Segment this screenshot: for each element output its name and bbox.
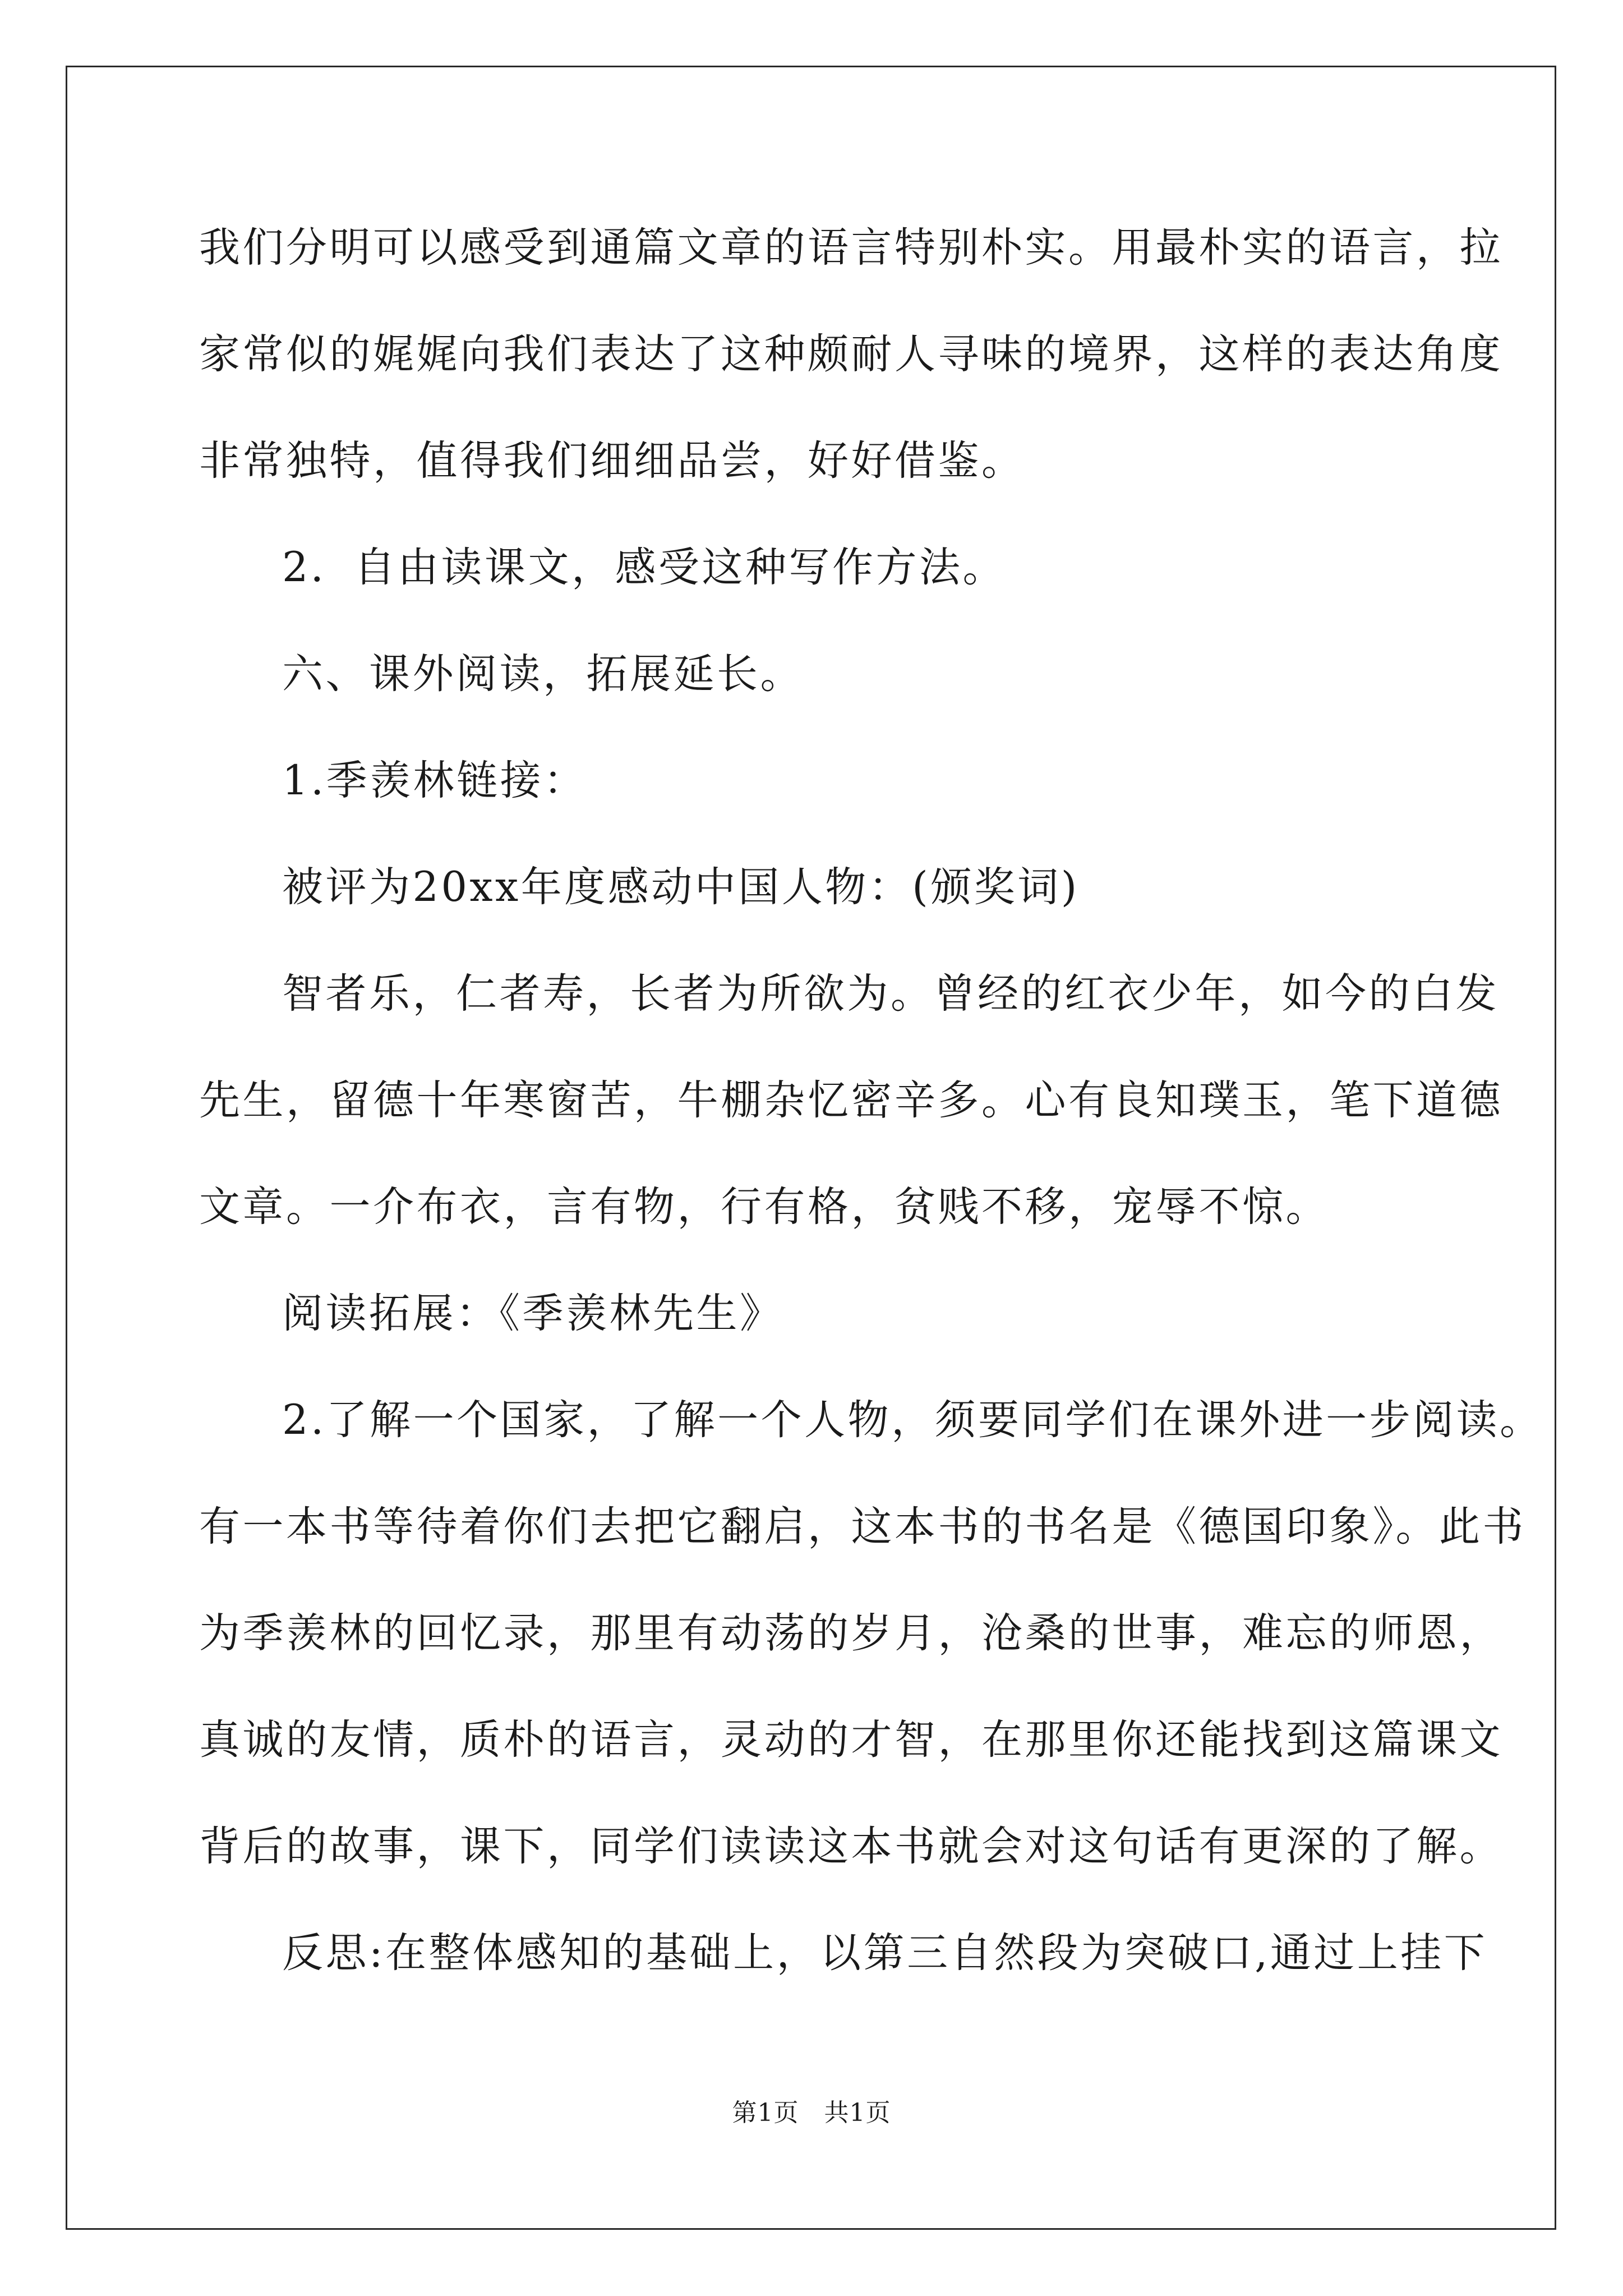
text-line: 为季羡林的回忆录，那里有动荡的岁月，沧桑的世事，难忘的师恩， bbox=[199, 1609, 1503, 1657]
text-line: 1.季羡林链接： bbox=[282, 757, 587, 804]
text-line: 被评为20xx年度感动中国人物：(颁奖词) bbox=[282, 863, 1080, 911]
text-line: 阅读拓展：《季羡林先生》 bbox=[282, 1290, 783, 1337]
text-line: 有一本书等待着你们去把它翻启，这本书的书名是《德国印象》。此书 bbox=[199, 1503, 1526, 1550]
text-line: 2．自由读课文，感受这种写作方法。 bbox=[282, 544, 1006, 591]
page-border bbox=[66, 66, 1556, 2230]
text-line: 2.了解一个国家，了解一个人物，须要同学们在课外进一步阅读。 bbox=[282, 1396, 1543, 1444]
section-heading: 六、课外阅读，拓展延长。 bbox=[282, 650, 804, 698]
page-number-footer: 第1页 共1页 bbox=[732, 2099, 891, 2127]
text-line: 文章。一介布衣，言有物，行有格，贫贱不移，宠辱不惊。 bbox=[199, 1183, 1329, 1231]
text-line: 反思:在整体感知的基础上，以第三自然段为突破口,通过上挂下 bbox=[282, 1929, 1488, 1977]
text-line: 先生，留德十年寒窗苦，牛棚杂忆密辛多。心有良知璞玉，笔下道德 bbox=[199, 1076, 1503, 1124]
text-line: 我们分明可以感受到通篇文章的语言特别朴实。用最朴实的语言，拉 bbox=[199, 224, 1503, 272]
text-line: 家常似的娓娓向我们表达了这种颇耐人寻味的境界，这样的表达角度 bbox=[199, 330, 1503, 378]
text-line: 背后的故事，课下，同学们读读这本书就会对这句话有更深的了解。 bbox=[199, 1823, 1503, 1870]
text-line: 真诚的友情，质朴的语言，灵动的才智，在那里你还能找到这篇课文 bbox=[199, 1716, 1503, 1764]
text-line: 非常独特，值得我们细细品尝，好好借鉴。 bbox=[199, 437, 1025, 485]
text-line: 智者乐，仁者寿，长者为所欲为。曾经的红衣少年，如今的白发 bbox=[282, 970, 1499, 1018]
